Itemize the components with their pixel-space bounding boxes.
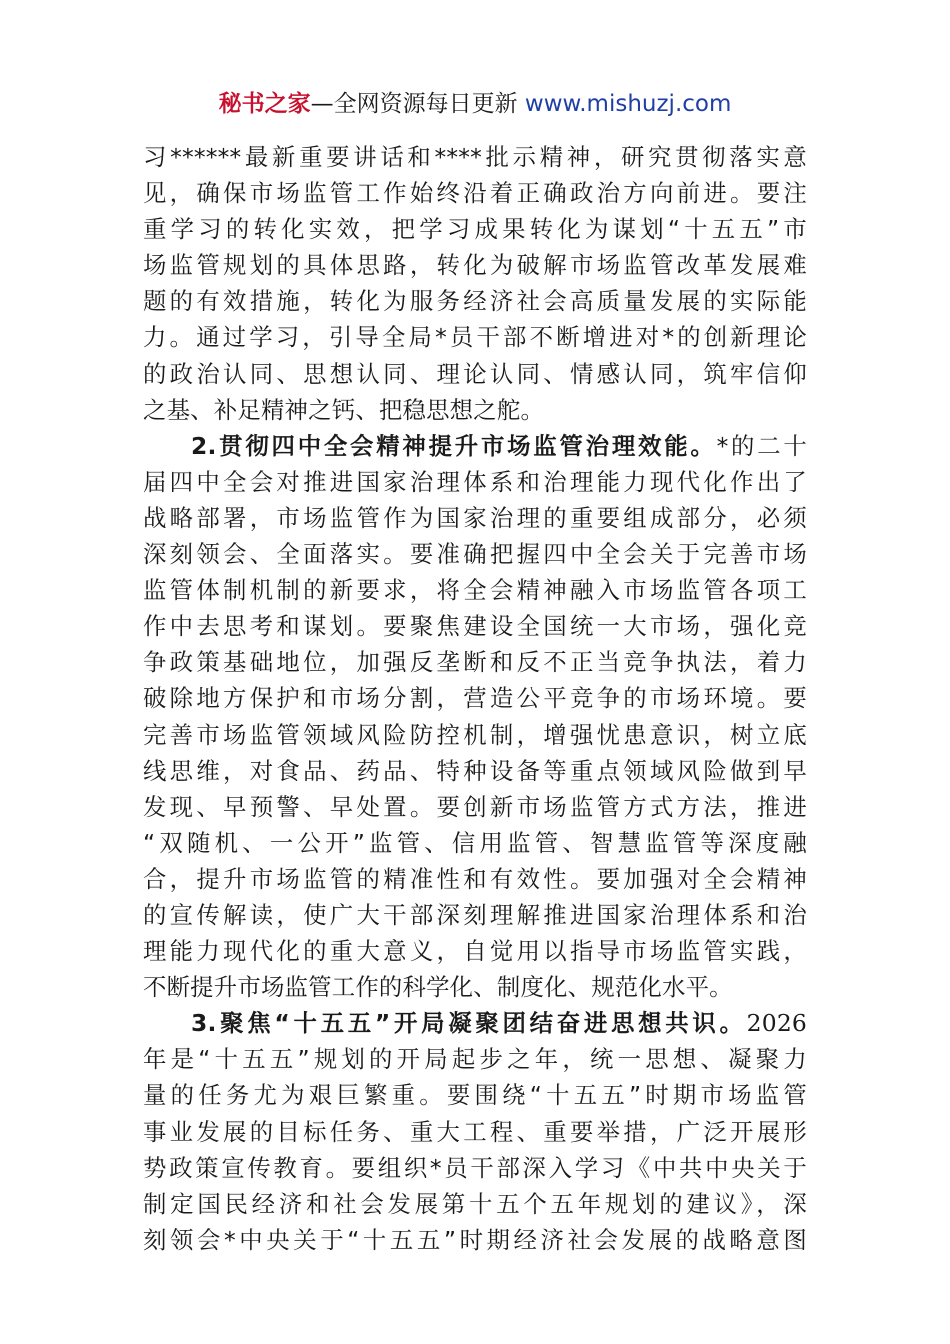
text-line: 的政治认同、思想认同、理论认同、情感认同，筑牢信仰 bbox=[143, 359, 807, 388]
text-line: 之基、补足精神之钙、把稳思想之舵。 bbox=[143, 395, 545, 424]
text-line: 年是“十五五”规划的开局起步之年，统一思想、凝聚力 bbox=[143, 1045, 807, 1074]
brand-name: 秘书之家 bbox=[218, 91, 311, 117]
section-heading-3: 3.聚焦“十五五”开局凝聚团结奋进思想共识。 bbox=[191, 1009, 747, 1038]
text-line: 题的有效措施，转化为服务经济社会高质量发展的实际能 bbox=[143, 287, 807, 316]
text-line: 不断提升市场监管工作的科学化、制度化、规范化水平。 bbox=[143, 973, 733, 1002]
text-line: 场监管规划的具体思路，转化为破解市场监管改革发展难 bbox=[143, 251, 807, 280]
text-line: 习******最新重要讲话和****批示精神，研究贯彻落实意 bbox=[143, 143, 807, 171]
section-heading-line bbox=[143, 1005, 807, 1041]
text-line: 监管体制机制的新要求，将全会精神融入市场监管各项工 bbox=[143, 576, 807, 605]
text-line: 深刻领会、全面落实。要准确把握四中全会关于完善市场 bbox=[143, 540, 807, 569]
text-line: 见，确保市场监管工作始终沿着正确政治方向前进。要注 bbox=[143, 179, 807, 208]
text-line: “双随机、一公开”监管、信用监管、智慧监管等深度融 bbox=[143, 828, 807, 857]
page-header bbox=[0, 86, 950, 122]
text-line: 破除地方保护和市场分割，营造公平竞争的市场环境。要 bbox=[143, 684, 807, 713]
text-line: 争政策基础地位，加强反垄断和反不正当竞争执法，着力 bbox=[143, 648, 807, 677]
text-line: 线思维，对食品、药品、特种设备等重点领域风险做到早 bbox=[143, 756, 807, 785]
document-body bbox=[143, 139, 807, 1258]
text-line: 刻领会*中央关于“十五五”时期经济社会发展的战略意图 bbox=[143, 1225, 807, 1254]
text-line: 重学习的转化实效，把学习成果转化为谋划“十五五”市 bbox=[143, 215, 807, 244]
section-lead-2: *的二十 bbox=[716, 431, 807, 460]
text-line: 战略部署，市场监管作为国家治理的重要组成部分，必须 bbox=[143, 503, 807, 532]
text-line: 作中去思考和谋划。要聚焦建设全国统一大市场，强化竞 bbox=[143, 612, 807, 641]
text-line: 理能力现代化的重大意义，自觉用以指导市场监管实践， bbox=[143, 937, 807, 966]
section-heading-line bbox=[143, 428, 807, 464]
header-tagline: —全网资源每日更新 bbox=[310, 91, 525, 117]
section-lead-3: 2026 bbox=[746, 1009, 807, 1038]
text-line: 届四中全会对推进国家治理体系和治理能力现代化作出了 bbox=[143, 467, 807, 496]
text-line: 事业发展的目标任务、重大工程、重要举措，广泛开展形 bbox=[143, 1117, 807, 1146]
text-line: 势政策宣传教育。要组织*员干部深入学习《中共中央关于 bbox=[143, 1153, 807, 1182]
text-line: 合，提升市场监管的精准性和有效性。要加强对全会精神 bbox=[143, 864, 807, 893]
text-line: 量的任务尤为艰巨繁重。要围绕“十五五”时期市场监管 bbox=[143, 1081, 807, 1110]
text-line: 制定国民经济和社会发展第十五个五年规划的建议》，深 bbox=[143, 1189, 807, 1218]
section-heading-2: 2.贯彻四中全会精神提升市场监管治理效能。 bbox=[191, 431, 717, 460]
text-line: 力。通过学习，引导全局*员干部不断增进对*的创新理论 bbox=[143, 323, 807, 352]
text-line: 的宣传解读，使广大干部深刻理解推进国家治理体系和治 bbox=[143, 900, 807, 929]
site-url[interactable]: www.mishuzj.com bbox=[524, 91, 732, 117]
text-line: 发现、早预警、早处置。要创新市场监管方式方法，推进 bbox=[143, 792, 807, 821]
text-line: 完善市场监管领域风险防控机制，增强忧患意识，树立底 bbox=[143, 720, 807, 749]
